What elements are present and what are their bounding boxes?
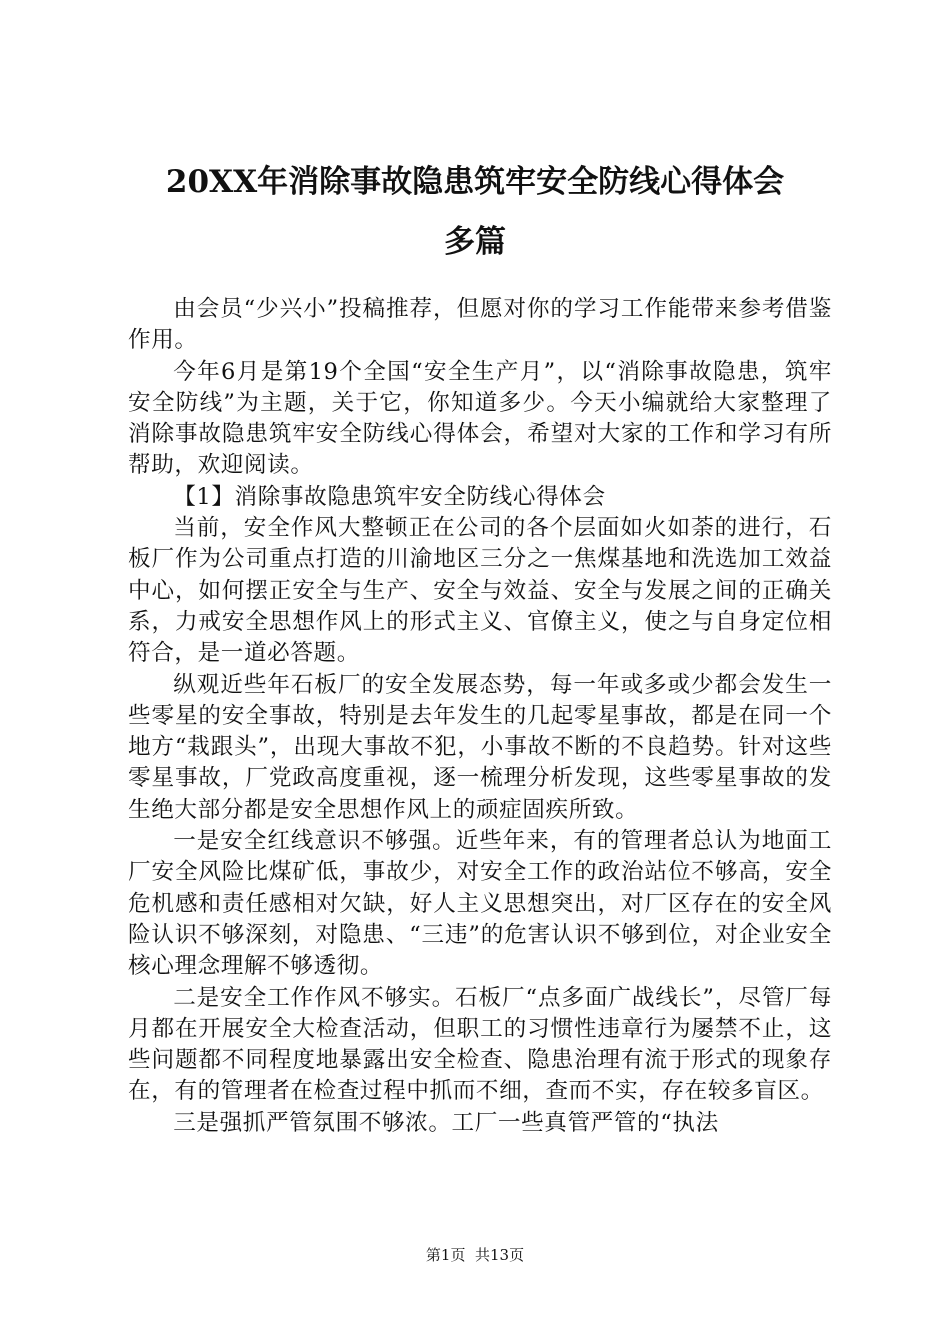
section-heading-1: 【1】消除事故隐患筑牢安全防线心得体会 bbox=[173, 483, 606, 510]
page-footer bbox=[0, 1245, 950, 1265]
paragraph-point-two: 二是安全工作作风不够实。石板厂“点多面广战线长”，尽管厂每月都在开展安全大检查活动，但职工的习惯性违章行为屡禁不止，这些问题都不同程度地暴露出安全检查、隐患治理有流于形式的现象存在，有的管理者在检查过程中抓而不细，查而不实，存在较多盲区。 bbox=[128, 984, 832, 1105]
title-line-1: 20XX年消除事故隐患筑牢安全防线心得体会 bbox=[165, 164, 785, 200]
title-line-2: 多篇 bbox=[444, 224, 506, 260]
page-number: 第1页 bbox=[425, 1246, 466, 1264]
paragraph-intro: 由会员“少兴小”投稿推荐，但愿对你的学习工作能带来参考借鉴作用。 bbox=[128, 296, 832, 354]
paragraph-point-one: 一是安全红线意识不够强。近些年来，有的管理者总认为地面工厂安全风险比煤矿低，事故少，对安全工作的政治站位不够高，安全危机感和责任感相对欠缺，好人主义思想突出，对厂区存在的安全风险认识不够深刻，对隐患、“三违”的危害认识不够到位，对企业安全核心理念理解不够透彻。 bbox=[128, 828, 832, 980]
document-title bbox=[130, 152, 820, 272]
page-total: 共13页 bbox=[475, 1246, 525, 1264]
paragraph-background: 今年6月是第19个全国“安全生产月”，以“消除事故隐患，筑牢安全防线”为主题，关于它，你知道多少。今天小编就给大家整理了消除事故隐患筑牢安全防线心得体会，希望对大家的工作和学习有所帮助，欢迎阅读。 bbox=[128, 358, 832, 479]
paragraph-current-situation: 当前，安全作风大整顿正在公司的各个层面如火如荼的进行，石板厂作为公司重点打造的川渝地区三分之一焦煤基地和洗选加工效益中心，如何摆正安全与生产、安全与效益、安全与发展之间的正确关系，力戒安全思想作风上的形式主义、官僚主义，使之与自身定位相符合，是一道必答题。 bbox=[128, 515, 832, 667]
paragraph-point-three: 三是强抓严管氛围不够浓。工厂一些真管严管的“执法 bbox=[173, 1109, 719, 1136]
document-body bbox=[128, 294, 832, 1139]
paragraph-trend-analysis: 纵观近些年石板厂的安全发展态势，每一年或多或少都会发生一些零星的安全事故，特别是去年发生的几起零星事故，都是在同一个地方“栽跟头”，出现大事故不犯，小事故不断的不良趋势。针对这些零星事故，厂党政高度重视，逐一梳理分析发现，这些零星事故的发生绝大部分都是安全思想作风上的顽症固疾所致。 bbox=[128, 671, 832, 823]
